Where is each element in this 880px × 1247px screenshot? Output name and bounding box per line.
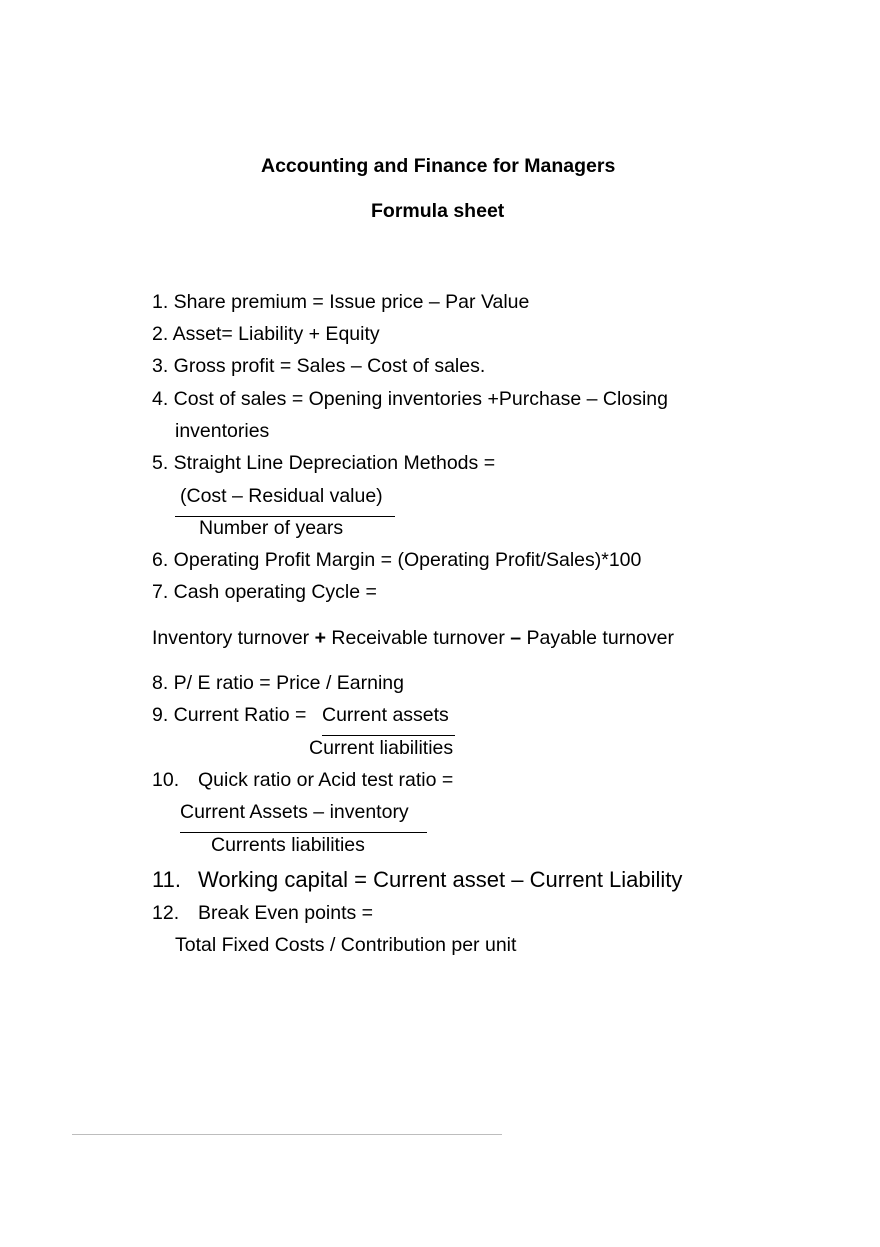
formula-11-number: 11.: [152, 867, 181, 892]
formula-3: 3. Gross profit = Sales – Cost of sales.: [152, 355, 486, 377]
formula-12-line2: Total Fixed Costs / Contribution per unit: [175, 934, 517, 956]
formula-5: 5. Straight Line Depreciation Methods =: [152, 452, 496, 474]
formula-8: 8. P/ E ratio = Price / Earning: [152, 672, 404, 694]
formula-1: 1. Share premium = Issue price – Par Value: [152, 291, 530, 313]
formula-9: 9. Current Ratio =: [152, 704, 307, 726]
formula-4-line2: inventories: [175, 420, 270, 442]
inventory-turnover-term: Inventory turnover: [152, 627, 310, 649]
formula-10-numerator: Current Assets – inventory: [180, 801, 409, 823]
formula-12-number: 12.: [152, 902, 180, 924]
formula-12: Break Even points =: [198, 902, 374, 924]
footer-divider: [72, 1134, 502, 1135]
payable-turnover-term: Payable turnover: [526, 627, 674, 649]
document-title: Accounting and Finance for Managers: [261, 155, 616, 177]
formula-10-fraction-bar: [180, 832, 427, 833]
minus-operator: –: [510, 627, 522, 649]
formula-7-expression: [152, 629, 674, 649]
formula-10: Quick ratio or Acid test ratio =: [198, 769, 454, 791]
formula-9-denominator: Current liabilities: [309, 737, 454, 759]
formula-10-denominator: Currents liabilities: [211, 834, 365, 856]
formula-9-numerator: Current assets: [322, 704, 449, 726]
formula-11: Working capital = Current asset – Current Liability: [198, 867, 683, 892]
plus-operator: +: [314, 627, 326, 649]
formula-2: 2. Asset= Liability + Equity: [152, 323, 380, 345]
formula-5-numerator: (Cost – Residual value): [180, 485, 383, 507]
formula-7: 7. Cash operating Cycle =: [152, 581, 377, 603]
formula-10-number: 10.: [152, 769, 180, 791]
document-subtitle: Formula sheet: [371, 200, 505, 222]
formula-5-denominator: Number of years: [199, 517, 344, 539]
formula-6: 6. Operating Profit Margin = (Operating Profit/Sales)*100: [152, 549, 642, 571]
receivable-turnover-term: Receivable turnover: [331, 627, 505, 649]
formula-4-line1: 4. Cost of sales = Opening inventories +Purchase – Closing: [152, 388, 668, 410]
formula-9-fraction-bar: [322, 735, 455, 736]
